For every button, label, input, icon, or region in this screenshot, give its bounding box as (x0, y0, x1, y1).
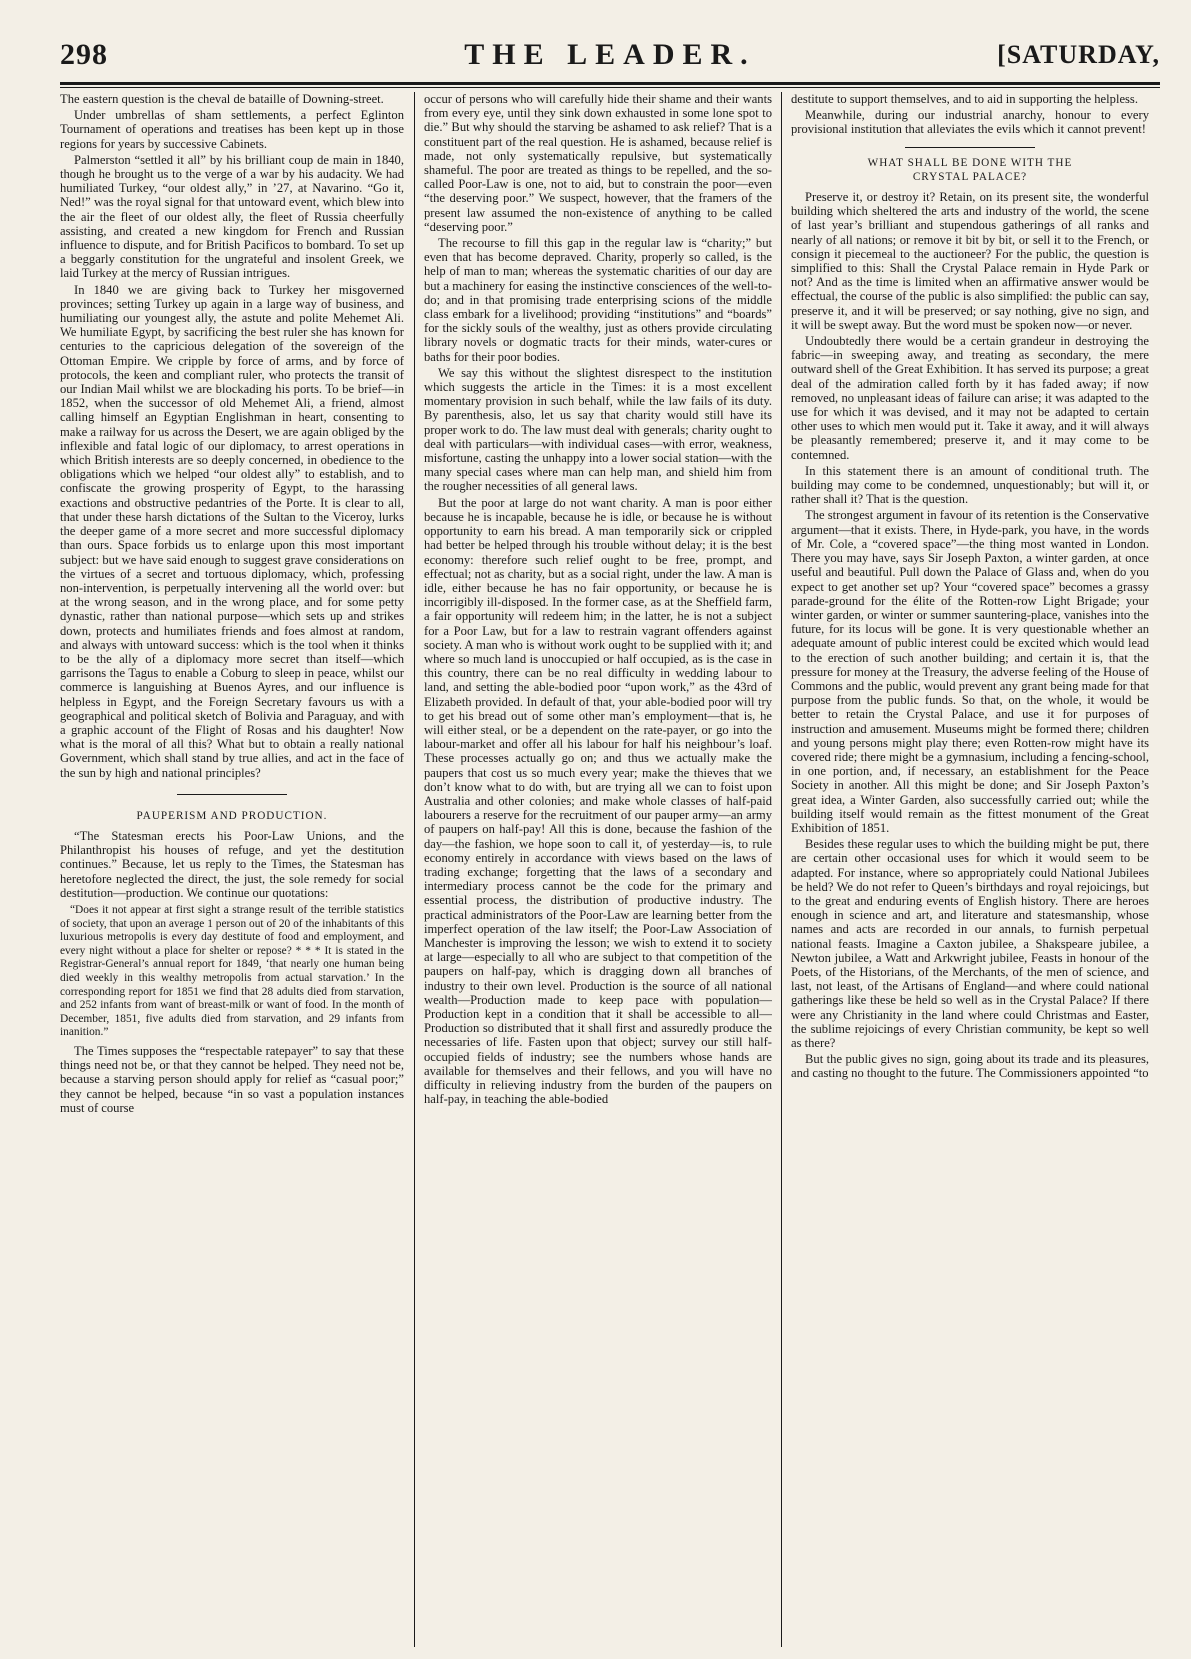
dateline: [SATURDAY, (997, 40, 1160, 69)
paragraph: In 1840 we are giving back to Turkey her misgoverned provinces; setting Turkey up again in a large way of business, and humiliating our youngest ally, the astute and polite Mehemet Ali. We humiliate Egypt, by sacrificing the best ruler she has known for centuries to the capricious delegation of the sovereign of the Ottoman Empire. We cripple by force of arms, and by force of protocols, the keen and compliant ruler, who protects the transit of our Indian Mail whilst we are blockading his ports. To be brief—in 1852, when the successor of old Mehemet Ali, a friend, almost calling himself an Egyptian Englishman in heart, consenting to make a railway for us across the Desert, we are again obliged by the inflexible and fatal logic of our diplomacy, to arrest operations in which British interests are so deeply concerned, in obedience to the obligations which we helped “our oldest ally” to establish, and to confiscate the growing prosperity of Egypt, to the harassing exactions and obstructive pedantries of the Porte. It is clear to all, that under these harsh dictations of the Sultan to the Viceroy, lurks the deeper game of a more secret and more successful diplomacy than ours. Space forbids us to enlarge upon this most important subject: but we have said enough to suggest grave considerations on the virtues of a secret and tortuous diplomacy, which, professing non-intervention, is perpetually intervening all the world over: but at the wrong season, and in the wrong place, and for some petty dynastic, rather than national purpose—which sets up and strikes down, protects and humiliates friends and foes almost at random, and always with untoward success: which is the tool when it thinks to be the ally of a diplomacy more secret than itself—which garrisons the Tagus to enable a Coburg to sleep in peace, whilst our commerce is languishing at Buenos Ayres, and our influence is helpless in Egypt, and the Foreign Secretary favours us with a geographical and political sketch of Bolivia and Paraguay, and with a graphic account of the Flight of Rosas and his daughter! Now what is the moral of all this? What but to obtain a really national Government, which shall stand by true allies, and act in the face of the sun by high and national principles? (60, 282, 404, 780)
section-separator (905, 147, 1035, 148)
paragraph: The strongest argument in favour of its retention is the Conservative argument—that it exists. There, in Hyde-park, you have, in the words of Mr. Cole, a “covered space”—the thing most wanted in London. There you may have, says Sir Joseph Paxton, a winter garden, at once useful and beautiful. Pull down the Palace of Glass and, when do you expect to get another set up? Your “covered space” becomes a grassy parade-ground for the élite of the Rotten-row Light Brigade; your winter garden, or winter or summer sauntering-place, vanishes into the future, for its locus will be gone. It is very questionable whether an adequate amount of public interest could be excited which would lead to the erection of such another building; and certain it is, that the pressure for money at the Treasury, the adverse feeling of the House of Commons and the public, would prevent any grant being made for that purpose from the public funds. So that, on the whole, it would be better to retain the Crystal Palace, and use it for purposes of instruction and amusement. Museums might be formed there; children and young persons might play there; even Rotten-row might have its covered ride; there might be a gymnasium, including a fencing-school, in one portion, and, if necessary, an establishment for the Peace Society in another. All this might be done; and Sir Joseph Paxton’s great idea, a Winter Garden, also successfully carried out; while the building itself would remain as the fittest monument of the Great Exhibition of 1851. (791, 508, 1149, 835)
header-rule-thin (60, 87, 1160, 88)
section-title-crystal-palace-line1: WHAT SHALL BE DONE WITH THE (867, 156, 1073, 169)
section-title-pauperism: PAUPERISM AND PRODUCTION. (136, 809, 328, 822)
column-1 (60, 92, 404, 1647)
paragraph: Besides these regular uses to which the building might be put, there are certain other occasional uses for which it would seem to be adapted. For instance, where so appropriately could National Jubilees be held? We do not refer to Queen’s birthdays and royal rejoicings, but to the great and enduring events of English history. There are heroes enough in science and art, and literature and statesmanship, whose names and acts are recorded in our annals, to furnish perpetual national feasts. Imagine a Caxton jubilee, a Shakspeare jubilee, a Newton jubilee, a Watt and Arkwright jubilee, Feasts in honour of the Poets, of the Historians, of the Merchants, of the men of science, and last, not least, of the Artisans of England—and where could national gatherings like these be held so well as in the Crystal Palace? If there were any Christianity in the land where could Christmas and Easter, the sublime rejoicings of every Christian community, be kept so well as there? (791, 837, 1149, 1050)
paragraph: Preserve it, or destroy it? Retain, on its present site, the wonderful building which sheltered the arts and industry of the world, the scene of last year’s brilliant and stupendous gatherings of all ranks and nearly of all nations; or remove it bit by bit, or sell it to the French, or consign it piecemeal to the auctioneer? For the public, the question is simplified to this: Shall the Crystal Palace remain in Hyde Park or not? And as the time is limited when an affirmative answer would be effectual, the course of the public is also simplified: the public can say, preserve it, and it will be preserved; or say nothing, give no sign, and it will be swept away. But the word must be spoken now—or never. (791, 190, 1149, 332)
column-2 (424, 92, 772, 1647)
header-rule-thick (60, 82, 1160, 85)
paragraph: The recourse to fill this gap in the regular law is “charity;” but even that has become depraved. Charity, properly so called, is the help of man to man; whereas the systematic charities of our day are but a machinery for easing the instinctive consciences of the well-to-do; and in that promising trade enterprising scions of the middle class embark for a livelihood; providing “institutions” and “boards” for the sickly souls of the wealthy, just as others provide circulating library novels or dogmatic tracts for their minds, water-cures or baths for their poor bodies. (424, 236, 772, 364)
paragraph: We say this without the slightest disrespect to the institution which suggests the article in the Times: it is a most excellent momentary provision in such behalf, while the law fails of its duty. By parenthesis, also, let us say that charity would still have its proper work to do. The law must deal with generals; charity ought to deal with particulars—with individual cases—with error, weakness, misfortune, casting the unhappy into a lower social station—with the many special cases where man can help man, and shield him from the rougher necessities of all general laws. (424, 365, 772, 494)
paragraph: But the poor at large do not want charity. A man is poor either because he is incapable, because he is idle, or because he is without opportunity to earn his bread. A man temporarily sick or crippled had better be helped through his trouble without delay; it is the best economy: therefore such relief ought to be free, prompt, and effectual; not as charity, but as a social right, under the law. A man is idle, either because he has no fair opportunity, or because he is incorrigibly ill-disposed. In the former case, as at the Sheffield farm, a fair opportunity will redeem him; in the latter, he is not a subject for a Poor Law, but for a law to restrain vagrant offenders against society. A man who is without work ought to be supplied with it; and where so much land is unoccupied or half occupied, as is the case in this country, there can be no real difficulty in wedding labour to land, and setting the able-bodied poor “upon work,” as the 43rd of Elizabeth provided. In default of that, your able-bodied poor will try to get his bread out of some other man’s employment—that is, he will either steal, or be a dependent on the rate-payer, or go into the labour-market and offer all his labour for half his neighbour’s loaf. These processes actually go on; and thus we actually make the paupers that cost us so much every year; make the thieves that we don’t know what to do with, but are trying all we can to foist upon Australia and other colonies; and make whole classes of half-paid labourers a reserve for the recruitment of our pauper army—an army of paupers on half-pay! All this is done, because the fashion of the day—the fashion, we hope soon to call it, of yesterday—is, to rule economy entirely in accordance with views based on the laws of trading exchange; forgetting that the laws of a secondary and intermediary process cannot be the code for the primary and essential process, the distribution of productive industry. The practical administrators of the Poor-Law are learning better from the imperfect operation of the law itself; the Poor-Law Association of Manchester is improving the lesson; we wish to extend it to society at large—especially to all who are subject to that competition of the paupers on half-pay, which is dragging down all branches of industry to their own level. Production is the source of all national wealth—Production made to keep pace with population—Production kept in a condition that it shall be accessible to all—Production so distributed that it shall first and assuredly produce the necessaries of life. Fasten upon that object; survey our still half-occupied fields of industry; see the numbers whose hands are available for themselves and their fellows, and you will have no difficulty in relieving industry from the burden of the paupers on half-pay, in teaching the able-bodied (424, 495, 772, 1107)
masthead: THE LEADER. (464, 38, 756, 71)
column-divider-2 (781, 92, 782, 1647)
column-3 (791, 92, 1149, 1647)
paragraph: The Times supposes the “respectable ratepayer” to say that these things need not be, or that they cannot be helped. They need not be, because a starving person should apply for relief as “casual poor;” they cannot be helped, because “in so vast a population instances must of course (60, 1043, 404, 1115)
page-header (60, 38, 1160, 80)
paragraph: The eastern question is the cheval de bataille of Downing-street. (60, 92, 384, 106)
paragraph: Undoubtedly there would be a certain grandeur in destroying the fabric—in sweeping away, and treating as secondary, the mere outward shell of the Great Exhibition. It has served its purpose; a great deal of the admiration called forth by it has faded away; if now removed, no unpleasant ideas of failure can arise; it was adapted to the use for which it was devised, and it may not be adapted to certain other uses to which men would put it. Take it away, and it will always be pleasantly remembered; preserve it, and it may come to be contemned. (791, 334, 1149, 462)
paragraph: destitute to support themselves, and to aid in supporting the helpless. (791, 92, 1138, 106)
paragraph: Meanwhile, during our industrial anarchy, honour to every provisional institution that alleviates the evils which it cannot prevent! (791, 108, 1149, 137)
page-number: 298 (60, 38, 108, 71)
paragraph: occur of persons who will carefully hide their shame and their wants from every eye, until they sink down exhausted in some lone spot to die.” But why should the starving be ashamed to ask relief? That is a constituent part of the real question. He is ashamed, because relief is made, not only systematically repulsive, but systematically shameful. The poor are treated as things to be repelled, and the so-called Poor-Law is one, not to aid, but to constrain the poor—even “the deserving poor.” We suspect, however, that the framers of the present law assumed the non-existence of anything to be called “deserving poor.” (424, 92, 772, 234)
column-divider-1 (414, 92, 415, 1647)
section-separator (177, 794, 287, 795)
paragraph: Palmerston “settled it all” by his brilliant coup de main in 1840, though he brought us to the verge of a war by his audacity. We had humiliated Turkey, “our oldest ally,” in ’27, at Navarino. “Go it, Ned!” was the royal signal for that untoward event, which blew into the air the fleet of our oldest ally, the fleet of Russia cheerfully assisting, and created a new kingdom for French and Russian influence to dispute, and for British Pacificos to bombard. To set up a beggarly constitution for the ungrateful and insolent Greek, we laid Turkey at the mercy of Russian intrigues. (60, 152, 404, 281)
section-title-crystal-palace-line2: CRYSTAL PALACE? (912, 170, 1028, 183)
paragraph: “The Statesman erects his Poor-Law Unions, and the Philanthropist his houses of refuge, and yet the destitution continues.” Because, let us reply to the Times, the Statesman has heretofore neglected the direct, the just, the sole remedy for social destitution—production. We continue our quotations: (60, 828, 404, 900)
paragraph: But the public gives no sign, going about its trade and its pleasures, and casting no thought to the future. The Commissioners appointed “to (791, 1052, 1149, 1081)
paragraph: In this statement there is an amount of conditional truth. The building may come to be condemned, unquestionably; but will it, or rather shall it? That is the question. (791, 463, 1149, 507)
block-quote: “Does it not appear at first sight a strange result of the terrible statistics of society, that upon an average 1 person out of 20 of the inhabitants of this luxurious metropolis is every day destitute of food and employment, and every night without a place for shelter or repose? * * * It is stated in the Registrar-General’s annual report for 1849, ‘that nearly one human being died weekly in this wealthy metropolis from actual starvation.’ In the corresponding report for 1851 we find that 28 adults died from starvation, and 252 infants from want of breast-milk or want of food. In the month of December, 1851, five adults died from starvation, and 29 infants from inanition.” (60, 903, 404, 1039)
paragraph: Under umbrellas of sham settlements, a perfect Eglinton Tournament of operations and treatises has been kept up in those regions for years by successive Cabinets. (60, 108, 404, 151)
